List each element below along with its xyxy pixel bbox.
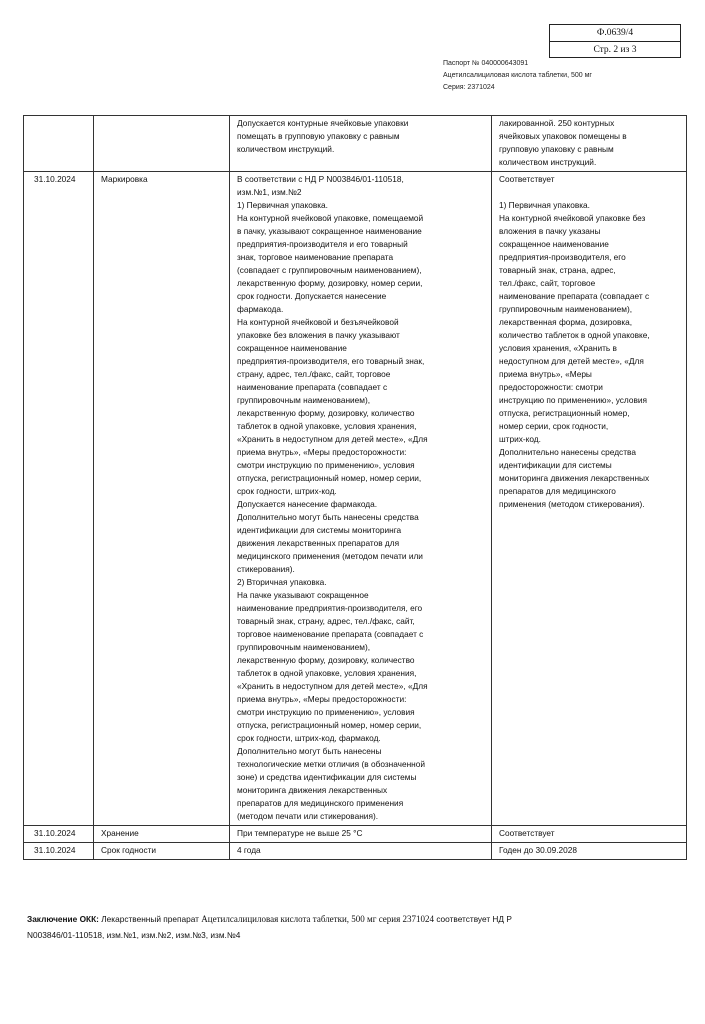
requirement-line: На пачке указывают сокращенное xyxy=(237,590,369,600)
requirement-line: в пачку, указывают сокращенное наименование xyxy=(237,226,422,236)
cell-date: 31.10.2024 xyxy=(24,172,94,826)
passport-header xyxy=(443,58,592,94)
requirement-line: приема внутрь», «Меры предосторожности: xyxy=(237,694,407,704)
table-row xyxy=(24,826,687,843)
requirement-line: мониторинга движения лекарственных xyxy=(237,785,388,795)
result-line: штрих-код. xyxy=(499,434,541,444)
requirement-line: «Хранить в недоступном для детей месте», «Для xyxy=(237,681,428,691)
requirement-line: В соответствии с НД Р N003846/01-110518, xyxy=(237,174,404,184)
result-line: препаратов для медицинского xyxy=(499,486,616,496)
requirement-line: препаратов для медицинского применения xyxy=(237,798,404,808)
cell-indicator xyxy=(94,116,230,172)
requirement-line: 4 года xyxy=(237,845,261,855)
requirement-line: На контурной ячейковой упаковке, помещаемой xyxy=(237,213,424,223)
requirement-line: фармакода. xyxy=(237,304,284,314)
requirement-line: 2) Вторичная упаковка. xyxy=(237,577,327,587)
table-row xyxy=(24,116,687,172)
conclusion-label: Заключение ОКК: xyxy=(27,914,99,924)
requirement-line: предприятия-производителя, его товарный знак, xyxy=(237,356,425,366)
result-line xyxy=(499,186,679,199)
requirement-line: наименование предприятия-производителя, его xyxy=(237,603,423,613)
requirement-line: (совпадает с группировочным наименованием), xyxy=(237,265,422,275)
requirement-line: технологические метки отличия (в обозначенной xyxy=(237,759,426,769)
result-line: Соответствует xyxy=(499,174,555,184)
requirement-line: отпуска, регистрационный номер, номер серии, xyxy=(237,473,422,483)
conclusion-text1: Лекарственный препарат xyxy=(101,914,199,924)
result-line: инструкцию по применению», условия xyxy=(499,395,647,405)
requirement-line: При температуре не выше 25 °С xyxy=(237,828,363,838)
result-line: недоступном для детей месте», «Для xyxy=(499,356,644,366)
passport-series: Серия: 2371024 xyxy=(443,84,495,91)
cell-result xyxy=(492,116,687,172)
requirement-line: знак, торговое наименование препарата xyxy=(237,252,394,262)
result-line: 1) Первичная упаковка. xyxy=(499,200,590,210)
cell-date: 31.10.2024 xyxy=(24,826,94,843)
cell-requirement xyxy=(230,116,492,172)
result-line: условия хранения, «Хранить в xyxy=(499,343,617,353)
requirement-line: помещать в групповую упаковку с равным xyxy=(237,131,400,141)
result-line: количество таблеток в одной упаковке, xyxy=(499,330,650,340)
cell-requirement xyxy=(230,843,492,860)
result-line: Соответствует xyxy=(499,828,555,838)
requirement-line: упаковке без вложения в пачку указывают xyxy=(237,330,400,340)
requirement-line: срок годности, штрих-код, фармакод. xyxy=(237,733,381,743)
requirement-line: лекарственную форму, дозировку, количество xyxy=(237,655,415,665)
cell-indicator: Срок годности xyxy=(94,843,230,860)
cell-result xyxy=(492,172,687,826)
result-line: группировочным наименованием), xyxy=(499,304,633,314)
page-number: Стр. 2 из 3 xyxy=(550,41,680,58)
result-line: сокращенное наименование xyxy=(499,239,609,249)
requirement-line: срок годности. Допускается нанесение xyxy=(237,291,387,301)
form-code-box xyxy=(549,24,681,58)
requirement-line: лекарственную форму, дозировку, количество xyxy=(237,408,415,418)
table-row xyxy=(24,843,687,860)
requirement-line: Допускается контурные ячейковые упаковки xyxy=(237,118,409,128)
requirement-line: приема внутрь», «Меры предосторожности: xyxy=(237,447,407,457)
requirement-line: зоне) и средства идентификации для системы xyxy=(237,772,417,782)
requirement-line: движения лекарственных препаратов для xyxy=(237,538,400,548)
result-line: наименование препарата (совпадает с xyxy=(499,291,650,301)
conclusion-text2: соответствует НД Р xyxy=(436,914,512,924)
form-code: Ф.0639/4 xyxy=(596,28,634,38)
cell-result xyxy=(492,843,687,860)
requirement-line: наименование препарата (совпадает с xyxy=(237,382,388,392)
requirement-line: Дополнительно могут быть нанесены средства xyxy=(237,512,419,522)
result-line: идентификации для системы xyxy=(499,460,612,470)
requirement-line: идентификации для системы мониторинга xyxy=(237,525,402,535)
requirement-line: медицинского применения (методом печати или xyxy=(237,551,423,561)
result-line: Дополнительно нанесены средства xyxy=(499,447,636,457)
requirement-line: Дополнительно могут быть нанесены xyxy=(237,746,382,756)
result-line: приема внутрь», «Меры xyxy=(499,369,592,379)
cell-date: 31.10.2024 xyxy=(24,843,94,860)
requirement-line: торговое наименование препарата (совпадает с xyxy=(237,629,424,639)
result-line: отпуска, регистрационный номер, xyxy=(499,408,630,418)
conclusion xyxy=(27,911,677,943)
result-line: Годен до 30.09.2028 xyxy=(499,845,577,855)
requirement-line: лекарственную форму, дозировку, номер серии, xyxy=(237,278,423,288)
requirement-line: таблеток в одной упаковке, условия хранения, xyxy=(237,668,417,678)
cell-date xyxy=(24,116,94,172)
quality-table xyxy=(23,115,687,860)
conclusion-product: Ацетилсалициловая кислота таблетки, 500 мг серия 2371024 xyxy=(201,914,434,924)
requirement-line: (методом печати или стикерования). xyxy=(237,811,379,821)
table-row xyxy=(24,172,687,826)
requirement-line: количеством инструкций. xyxy=(237,144,335,154)
requirement-line: 1) Первичная упаковка. xyxy=(237,200,328,210)
conclusion-line2: N003846/01-110518, изм.№1, изм.№2, изм.№3, изм.№4 xyxy=(27,930,241,940)
result-line: ячейковых упаковок помещены в xyxy=(499,131,627,141)
result-line: количеством инструкций. xyxy=(499,157,597,167)
cell-indicator: Хранение xyxy=(94,826,230,843)
requirement-line: изм.№1, изм.№2 xyxy=(237,187,302,197)
result-line: предосторожности: смотри xyxy=(499,382,603,392)
result-line: номер серии, срок годности, xyxy=(499,421,609,431)
requirement-line: «Хранить в недоступном для детей месте», «Для xyxy=(237,434,428,444)
requirement-line: срок годности, штрих-код. xyxy=(237,486,337,496)
requirement-line: На контурной ячейковой и безъячейковой xyxy=(237,317,399,327)
requirement-line: смотри инструкцию по применению», условия xyxy=(237,460,415,470)
requirement-line: группировочным наименованием), xyxy=(237,642,371,652)
result-line: лакированной. 250 контурных xyxy=(499,118,615,128)
requirement-line: таблеток в одной упаковке, условия хранения, xyxy=(237,421,417,431)
requirement-line: сокращенное наименование xyxy=(237,343,347,353)
requirement-line: Допускается нанесение фармакода. xyxy=(237,499,378,509)
requirement-line: стикерования). xyxy=(237,564,295,574)
passport-product: Ацетилсалициловая кислота таблетки, 500 мг xyxy=(443,72,592,79)
result-line: мониторинга движения лекарственных xyxy=(499,473,650,483)
requirement-line: отпуска, регистрационный номер, номер серии, xyxy=(237,720,422,730)
cell-requirement xyxy=(230,172,492,826)
cell-indicator: Маркировка xyxy=(94,172,230,826)
result-line: вложения в пачку указаны xyxy=(499,226,601,236)
result-line: тел./факс, сайт, торговое xyxy=(499,278,596,288)
cell-requirement xyxy=(230,826,492,843)
passport-number: Паспорт № 040000643091 xyxy=(443,60,529,67)
result-line: групповую упаковку с равным xyxy=(499,144,614,154)
cell-result xyxy=(492,826,687,843)
requirement-line: смотри инструкцию по применению», условия xyxy=(237,707,415,717)
result-line: товарный знак, страна, адрес, xyxy=(499,265,616,275)
requirement-line: страну, адрес, тел./факс, сайт, торговое xyxy=(237,369,391,379)
requirement-line: предприятия-производителя и его товарный xyxy=(237,239,408,249)
result-line: применения (методом стикерования). xyxy=(499,499,645,509)
result-line: лекарственная форма, дозировка, xyxy=(499,317,633,327)
requirement-line: группировочным наименованием), xyxy=(237,395,371,405)
result-line: На контурной ячейковой упаковке без xyxy=(499,213,646,223)
result-line: предприятия-производителя, его xyxy=(499,252,626,262)
requirement-line: товарный знак, страну, адрес, тел./факс, сайт, xyxy=(237,616,415,626)
